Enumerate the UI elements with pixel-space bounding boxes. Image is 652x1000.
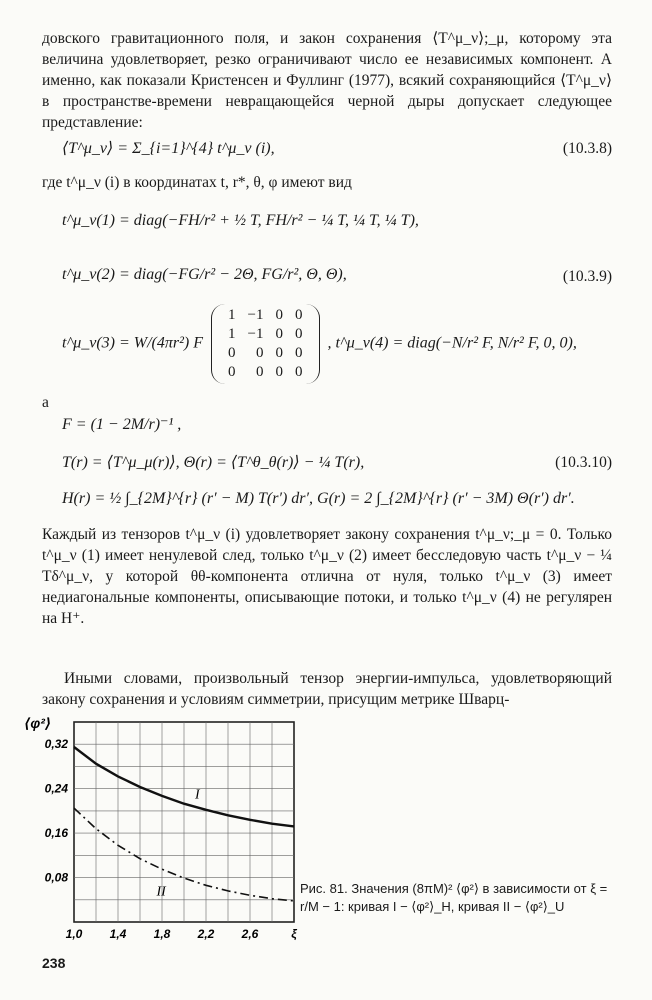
y-tick-label: 0,16 <box>44 826 68 841</box>
equation-number: (10.3.8) <box>562 140 612 157</box>
equation-number: (10.3.10) <box>555 454 612 471</box>
equation-t3-t4: t^μ_ν(3) = W/(4πr²) F 1 −1 0 0 1 −1 0 0 0 0 0 0 0 0 0 0 , t^μ_ν(4) = diag(−N/r² F, N/r² F, 0, 0), <box>62 304 577 384</box>
equation-t1: t^μ_ν(1) = diag(−FH/r² + ½ T, FH/r² − ¼ T, ¼ T, ¼ T), <box>62 212 419 229</box>
equation-10-3-8: ⟨T^μ_ν⟩ = Σ_{i=1}^{4} t^μ_ν (i), <box>62 140 275 157</box>
figure-81-chart <box>20 712 300 952</box>
where-line: где t^μ_ν (i) в координатах t, r*, θ, φ имеют вид <box>42 174 352 191</box>
x-tick-label: 1,4 <box>109 927 127 941</box>
conj-a: а <box>42 394 49 411</box>
y-tick-label: 0,08 <box>44 870 68 885</box>
curve-label-I: I <box>195 787 200 803</box>
figure-caption: Рис. 81. Значения (8πM)² ⟨φ²⟩ в зависимости от ξ = r/M − 1: кривая I − ⟨φ²⟩_H, кривая II − ⟨φ²⟩_U <box>300 881 608 914</box>
page-number: 238 <box>42 955 66 971</box>
equation-t2: t^μ_ν(2) = diag(−FG/r² − 2Θ, FG/r², Θ, Θ), <box>62 266 347 283</box>
x-tick-label: 1,8 <box>153 927 171 941</box>
equation-number: (10.3.9) <box>562 268 612 285</box>
x-tick-label: ξ <box>291 927 297 941</box>
equation-H-G: H(r) = ½ ∫_{2M}^{r} (r′ − M) T(r′) dr′, G(r) = 2 ∫_{2M}^{r} (r′ − 3M) Θ(r′) dr′. <box>62 490 575 507</box>
equation-T-Theta: T(r) = ⟨T^μ_μ(r)⟩, Θ(r) = ⟨T^θ_θ(r)⟩ − ¼ T(r), <box>62 454 365 471</box>
x-tick-label: 2,2 <box>197 927 215 941</box>
equation-F: F = (1 − 2M/r)⁻¹ , <box>62 416 182 433</box>
y-axis-label: ⟨φ²⟩ <box>24 715 52 731</box>
x-tick-label: 2,6 <box>241 927 259 941</box>
y-tick-label: 0,24 <box>44 781 68 796</box>
paragraph-1: довского гравитационного поля, и закон сохранения ⟨T^μ_ν⟩;_μ, которому эта величина удовлетворяет, резко ограничивают число ее независимых компонент. А именно, как показали Кристенсен и Фуллинг (1977), всякий сохраняющийся ⟨T^μ_ν⟩ в пространстве-времени невращающейся черной дыры допускает следующее представление: <box>42 30 612 131</box>
matrix: 1 −1 0 0 1 −1 0 0 0 0 0 0 0 0 0 0 <box>211 304 319 384</box>
curve-label-II: II <box>156 884 166 900</box>
x-tick-label: 1,0 <box>65 927 83 941</box>
paragraph-3: Иными словами, произвольный тензор энергии-импульса, удовлетворяющий закону сохранения и условиям симметрии, присущим метрике Шварц- <box>42 670 612 708</box>
paragraph-2: Каждый из тензоров t^μ_ν (i) удовлетворяет закону сохранения t^μ_ν;_μ = 0. Только t^μ_ν (1) имеет ненулевой след, только t^μ_ν (2) имеет бесследовую часть t^μ_ν − ¼ Tδ^μ_ν, у которой θθ-компонента отлична от нуля, только t^μ_ν (3) имеет недиагональные компоненты, описывающие потоки, и только t^μ_ν (4) не регулярен на H⁺. <box>42 526 612 627</box>
y-tick-label: 0,32 <box>44 737 68 752</box>
